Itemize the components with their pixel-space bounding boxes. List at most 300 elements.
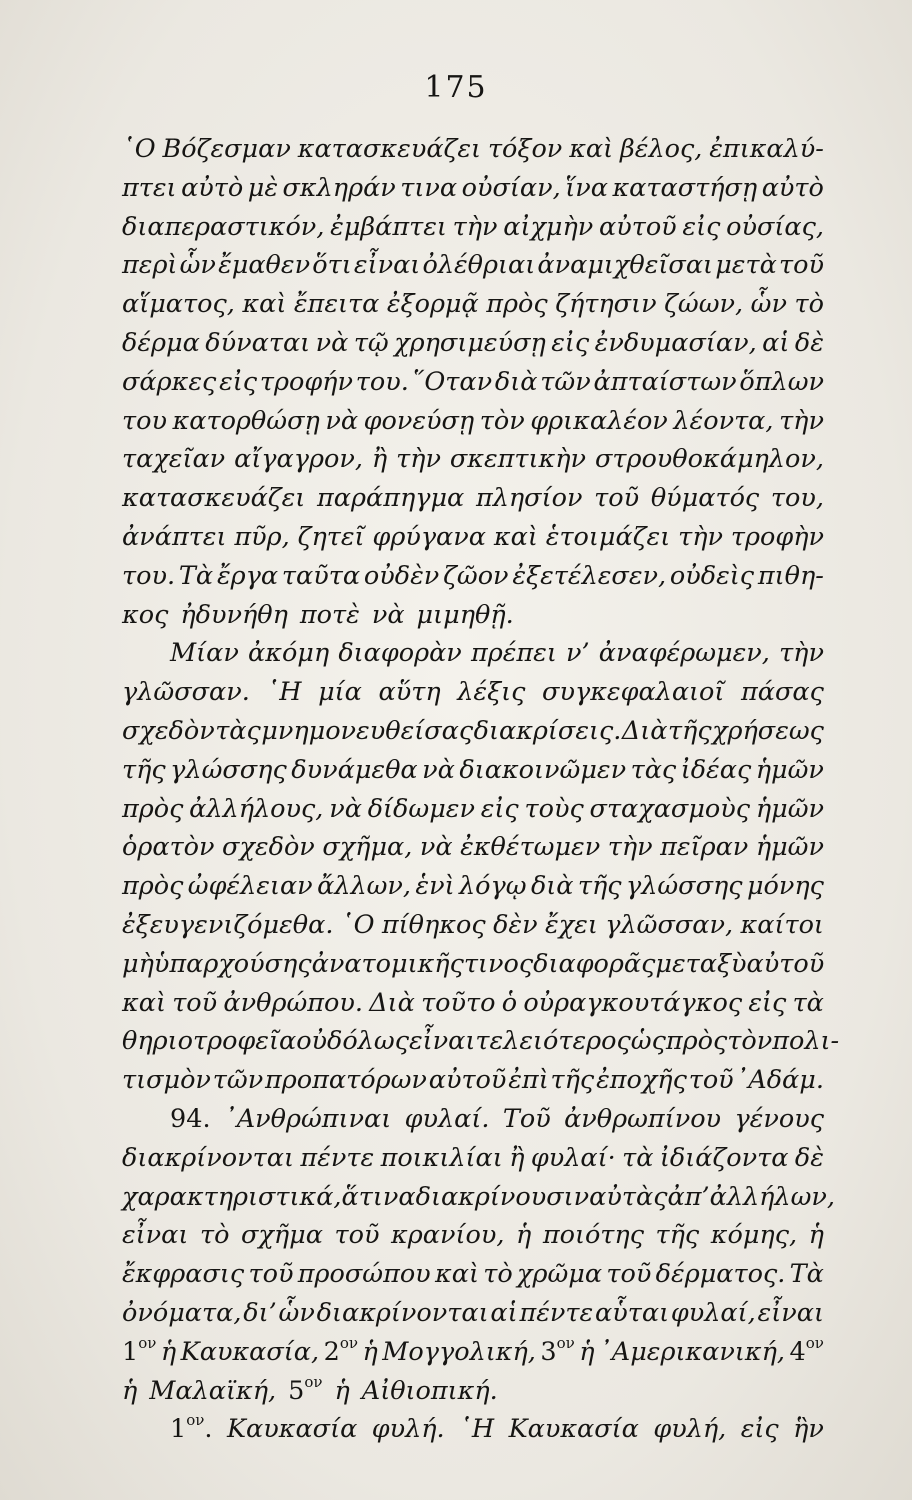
- word: ὀλέθριαι: [422, 250, 536, 281]
- word: τοῦ: [778, 250, 824, 281]
- word: ἰδιάζοντα: [659, 1142, 789, 1173]
- word: πῦρ,: [234, 521, 290, 552]
- word: ῞Οταν: [411, 366, 493, 397]
- word: ποικιλίαι: [380, 1142, 503, 1173]
- word: εἶναι: [122, 1220, 189, 1251]
- text-line: [122, 479, 824, 518]
- word: τὸν: [727, 1026, 773, 1057]
- text-line: [122, 324, 824, 363]
- word: εἰς: [219, 366, 258, 397]
- text-line: [122, 1139, 824, 1178]
- text-line: [122, 1372, 824, 1411]
- word: αἱ: [490, 1297, 518, 1328]
- word: καὶ: [569, 134, 614, 164]
- word: ἔκφρασις: [122, 1259, 245, 1290]
- word: θύματός: [650, 483, 760, 514]
- word: μὴ: [122, 948, 154, 979]
- word: τῆς: [550, 1065, 595, 1096]
- word: τὴν: [678, 521, 723, 552]
- word: τοῦ: [334, 1220, 380, 1251]
- word: τοῦ: [606, 1259, 652, 1290]
- word: κος: [122, 599, 169, 630]
- word: νὰ: [315, 327, 349, 358]
- text-line: [122, 828, 824, 867]
- word: εἰς: [682, 211, 721, 242]
- word: Τὰ: [178, 560, 214, 591]
- word: ἰδέας: [680, 754, 752, 785]
- word: δὲ: [794, 327, 824, 358]
- word: ὠφέλειαν: [187, 871, 313, 902]
- text-line: [122, 673, 824, 712]
- word: εἰς: [480, 793, 519, 824]
- word: Τοῦ: [502, 1103, 551, 1134]
- word: Αἰθιοπική.: [361, 1375, 498, 1406]
- word: αἱ: [762, 327, 790, 358]
- word: ἀναμιχθεῖσαι: [537, 250, 714, 281]
- word: ἔμαθεν: [218, 250, 311, 281]
- word: κρανίου,: [391, 1220, 505, 1251]
- word: σκεπτικὴν: [449, 444, 587, 475]
- word: δύναται: [205, 327, 311, 358]
- word: οὐδόλως: [296, 1026, 409, 1057]
- text-line: [122, 246, 824, 285]
- word: δέρματος.: [655, 1259, 786, 1290]
- word: ῾Ο: [340, 909, 375, 940]
- word: ζήτησιν: [555, 289, 657, 320]
- text-line: [122, 363, 824, 402]
- word: γλώσσης: [625, 871, 743, 902]
- word: Μαλαϊκή,: [149, 1375, 277, 1406]
- word: διὰ: [530, 871, 574, 902]
- word: φυλαί·: [530, 1142, 616, 1173]
- word: χρήσεως: [712, 715, 824, 746]
- word: 94.: [170, 1103, 211, 1134]
- word: Μίαν: [170, 638, 239, 669]
- word: πρὸς: [122, 871, 184, 902]
- word: $1^{o\nu}$.: [170, 1411, 213, 1445]
- word: ἐπὶ: [508, 1065, 549, 1096]
- word: ὅπλων: [739, 366, 824, 397]
- word: μνημονευθείσας: [261, 715, 474, 746]
- word: ἡ: [808, 1220, 824, 1251]
- word: τὴν: [779, 405, 824, 436]
- word: σχεδὸν: [122, 715, 215, 746]
- word: ἣν: [793, 1414, 824, 1445]
- word: $1^{o\nu}$: [122, 1333, 157, 1367]
- text-line: [122, 285, 824, 324]
- word: καὶ: [493, 521, 538, 552]
- word: του: [122, 405, 167, 436]
- word: ἐξευγενιζόμεθα.: [122, 909, 334, 940]
- word: ποτὲ: [299, 599, 360, 630]
- text-line: [122, 557, 824, 596]
- word: τῆς: [667, 715, 712, 746]
- word: ἀνθρωπίνου: [564, 1103, 722, 1134]
- word: ἅτινα: [341, 1181, 416, 1212]
- word: ἔργα: [216, 560, 279, 591]
- word: διακρίνουσιν: [415, 1181, 590, 1212]
- word: νὰ: [422, 754, 455, 785]
- word: ἡμῶν: [755, 832, 824, 863]
- text-line: [122, 751, 824, 790]
- word: λόγῳ: [459, 871, 527, 902]
- word: προπατόρων: [265, 1065, 427, 1096]
- word: ὁρατὸν: [122, 832, 215, 863]
- word: μιμηθῇ.: [416, 599, 514, 630]
- word: οὐσίας,: [726, 211, 824, 242]
- word: $5^{o\nu}$: [288, 1372, 323, 1406]
- text-line: [122, 1100, 824, 1139]
- word: ἢ: [509, 1142, 525, 1173]
- word: φρικαλέον: [530, 405, 668, 436]
- word: $2^{o\nu}$: [323, 1333, 359, 1367]
- word: τῶν: [540, 366, 591, 397]
- word: ζώων,: [664, 289, 744, 320]
- word: νὰ: [419, 832, 453, 863]
- word: ἠδυνήθη: [180, 599, 288, 630]
- text-line: [122, 1255, 824, 1294]
- word: Καυκασία,: [180, 1336, 320, 1367]
- word: πτει: [122, 172, 177, 203]
- text-line: [122, 402, 824, 441]
- word: Βόζεσμαν: [162, 134, 291, 164]
- word: τινα: [400, 172, 458, 203]
- word: τισμὸν: [122, 1065, 211, 1096]
- text-line: [122, 1022, 840, 1061]
- word: ταχεῖαν: [122, 444, 226, 475]
- word: $4^{o\nu}$: [789, 1333, 824, 1367]
- text-line: [122, 440, 824, 479]
- word: ὁ: [501, 987, 518, 1018]
- word: παράπηγμα: [317, 483, 465, 514]
- word: κατασκευάζει: [297, 134, 482, 164]
- word: ὧν: [179, 250, 216, 281]
- word: αὐτοῦ: [746, 948, 825, 979]
- word: δι’: [243, 1297, 277, 1328]
- word: ῾Ο: [122, 134, 156, 164]
- word: τὸ: [483, 1259, 513, 1290]
- word: τὰ: [792, 987, 824, 1018]
- word: βέλος,: [620, 134, 703, 164]
- word: ὡς: [630, 1026, 666, 1057]
- word: ἡ: [516, 1220, 532, 1251]
- word: τὰς: [215, 715, 261, 746]
- word: δὲ: [794, 1142, 824, 1173]
- word: τοῦ: [594, 483, 640, 514]
- word: δυνάμεθα: [291, 754, 418, 785]
- word: ῾Η: [266, 677, 302, 708]
- word: νὰ: [325, 405, 359, 436]
- word: τροφήν: [259, 366, 353, 397]
- word: φυλαί,: [670, 1297, 756, 1328]
- word: καταστήσῃ: [612, 172, 758, 203]
- word: μετὰ: [715, 250, 777, 281]
- word: δὲν: [493, 909, 538, 940]
- word: πρὸς: [665, 1026, 728, 1057]
- word: λέοντα,: [673, 405, 774, 436]
- word: ἢ: [371, 444, 388, 475]
- word: τὸ: [794, 289, 824, 320]
- word: γλῶσσαν.: [122, 677, 250, 708]
- word: τὰς: [630, 754, 677, 785]
- word: διακοινῶμεν: [459, 754, 627, 785]
- text-line: [122, 984, 824, 1023]
- word: εἰς: [551, 327, 590, 358]
- word: ῾Η: [459, 1414, 495, 1445]
- text-line: [122, 1333, 824, 1372]
- word: ἐξορμᾷ: [386, 289, 479, 320]
- word: ζῶον: [443, 560, 509, 591]
- word: πολι-: [772, 1026, 840, 1057]
- word: τῆς: [122, 754, 166, 785]
- word: πιθη-: [757, 560, 824, 591]
- word: διαπεραστικόν,: [122, 211, 325, 242]
- word: τῆς: [577, 871, 622, 902]
- word: τοῦ: [688, 1065, 734, 1096]
- word: αὐτοῦ: [428, 1065, 507, 1096]
- word: τὰ: [622, 1142, 654, 1173]
- word: τόξον: [487, 134, 563, 164]
- text-line: [122, 945, 824, 984]
- word: εἰς: [748, 987, 787, 1018]
- word: πλησίον: [475, 483, 583, 514]
- word: φονεύσῃ: [363, 405, 475, 436]
- text-line: [122, 906, 824, 945]
- word: πρέπει: [470, 638, 557, 669]
- text-line: [122, 1410, 824, 1449]
- word: ἐξετέλεσεν,: [512, 560, 667, 591]
- word: συγκεφαλαιοῖ: [542, 677, 725, 708]
- word: $3^{o\nu}$: [540, 1333, 575, 1367]
- word: προσώπου: [297, 1259, 431, 1290]
- word: αὐτὰς: [589, 1181, 668, 1212]
- word: σταχασμοὺς: [589, 793, 751, 824]
- word: σχῆμα,: [322, 832, 413, 863]
- word: ἀκόμη: [248, 638, 330, 669]
- text-line: [122, 208, 824, 247]
- word: τῷ: [353, 327, 389, 358]
- word: Καυκασία: [226, 1414, 358, 1445]
- word: καίτοι: [740, 909, 824, 940]
- word: δίδωμεν: [367, 793, 475, 824]
- word: φυλαί.: [404, 1103, 490, 1134]
- word: αὐτὸ: [761, 172, 824, 203]
- word: εἶναι: [757, 1297, 824, 1328]
- word: ἐπικαλύ-: [709, 134, 824, 164]
- word: Τὰ: [789, 1259, 824, 1290]
- word: νὰ: [329, 793, 362, 824]
- word: εἰς: [740, 1414, 779, 1445]
- text-line: [122, 1294, 824, 1333]
- word: σχῆμα: [241, 1220, 323, 1251]
- word: ὧν: [750, 289, 787, 320]
- word: γένους: [734, 1103, 824, 1134]
- word: τινος: [463, 948, 534, 979]
- word: ἀναφέρωμεν,: [598, 638, 770, 669]
- word: φυλή.: [371, 1414, 445, 1445]
- word: ἐποχῆς: [596, 1065, 687, 1096]
- text-line: [122, 169, 824, 208]
- word: αἴγαγρον,: [234, 444, 363, 475]
- word: ἄλλων,: [317, 871, 412, 902]
- word: τὴν: [396, 444, 441, 475]
- word: δέρμα: [122, 327, 200, 358]
- word: αἵματος,: [122, 289, 235, 320]
- word: σάρκες: [122, 366, 217, 397]
- word: ἀνατομικῆς: [311, 948, 464, 979]
- word: μὲ: [247, 172, 279, 203]
- word: τὴν: [779, 638, 824, 669]
- word: μόνης: [746, 871, 824, 902]
- word: ἀλλήλων,: [709, 1181, 835, 1212]
- word: πάσας: [741, 677, 824, 708]
- word: ᾿Αμερικανική,: [599, 1336, 785, 1367]
- word: ὑπαρχούσης: [153, 948, 312, 979]
- word: ἡ: [160, 1336, 177, 1367]
- word: ἑτοιμάζει: [545, 521, 671, 552]
- word: αὗται: [595, 1297, 670, 1328]
- word: ὀνόματα,: [122, 1297, 242, 1328]
- word: καὶ: [435, 1259, 479, 1290]
- word: διακρίνονται: [316, 1297, 489, 1328]
- word: ἔπειτα: [293, 289, 380, 320]
- word: ἵνα: [565, 172, 608, 203]
- word: του,: [770, 483, 824, 514]
- word: φρύγανα: [372, 521, 486, 552]
- word: λέξις: [457, 677, 526, 708]
- word: αὐτοῦ: [599, 211, 677, 242]
- word: νὰ: [371, 599, 405, 630]
- text-line: [122, 130, 824, 169]
- word: ἡ: [362, 1336, 378, 1367]
- word: Μογγολική,: [382, 1336, 536, 1367]
- text-line: [122, 790, 824, 829]
- word: ν’: [566, 638, 590, 669]
- word: ἑνὶ: [415, 871, 455, 902]
- text-line: [122, 867, 824, 906]
- word: τοὺς: [524, 793, 584, 824]
- word: θηριοτροφεῖα: [122, 1026, 297, 1057]
- page-number: 175: [424, 70, 488, 105]
- text-line: [122, 1216, 824, 1255]
- word: του.: [122, 560, 176, 591]
- word: τὸ: [199, 1220, 230, 1251]
- word: ἀλλήλους,: [189, 793, 324, 824]
- word: ζητεῖ: [297, 521, 365, 552]
- word: καὶ: [242, 289, 287, 320]
- word: γλῶσσαν,: [605, 909, 734, 940]
- word: ἡ: [579, 1336, 595, 1367]
- text-line: [122, 1178, 835, 1217]
- text-line: [122, 634, 824, 673]
- word: τοῦτο: [421, 987, 496, 1018]
- word: στρουθοκάμηλον,: [594, 444, 824, 475]
- word: χρησιμεύσῃ: [394, 327, 546, 358]
- word: μεταξὺ: [655, 948, 747, 979]
- word: ὅτι: [312, 250, 352, 281]
- word: χρῶμα: [517, 1259, 603, 1290]
- word: τροφὴν: [730, 521, 824, 552]
- body-text: [122, 130, 840, 1449]
- word: ἡμῶν: [755, 754, 824, 785]
- word: ποιότης: [542, 1220, 644, 1251]
- word: κατασκευάζει: [122, 483, 306, 514]
- word: ἔχει: [545, 909, 598, 940]
- word: ταῦτα: [281, 560, 361, 591]
- word: οὐδεὶς: [669, 560, 755, 591]
- word: ἀνάπτει: [122, 521, 227, 552]
- word: αἰχμὴν: [503, 211, 594, 242]
- word: περὶ: [122, 250, 178, 281]
- word: διακρίσεις.: [473, 715, 622, 746]
- word: πέντε: [300, 1142, 375, 1173]
- word: σκληράν: [282, 172, 396, 203]
- word: οὐσίαν,: [461, 172, 561, 203]
- word: διαφορὰν: [338, 638, 462, 669]
- word: πρὸς: [486, 289, 548, 320]
- word: φυλή,: [653, 1414, 727, 1445]
- word: ἐνδυμασίαν,: [594, 327, 757, 358]
- word: τελειότερος: [475, 1026, 631, 1057]
- word: του.: [355, 366, 409, 397]
- word: ἀπταίστων: [593, 366, 737, 397]
- word: οὐραγκουτάγκος: [523, 987, 743, 1018]
- word: αὐτὸ: [181, 172, 244, 203]
- word: ὧν: [278, 1297, 315, 1328]
- word: ᾿Αδάμ.: [735, 1065, 824, 1096]
- word: τὴν: [607, 832, 653, 863]
- word: εἶναι: [408, 1026, 476, 1057]
- word: πρὸς: [122, 793, 184, 824]
- word: διὰ: [494, 366, 538, 397]
- word: ἡ: [334, 1375, 350, 1406]
- word: διακρίνονται: [122, 1142, 294, 1173]
- word: χαρακτηριστικά,: [122, 1181, 342, 1212]
- word: τῆς: [655, 1220, 700, 1251]
- text-line: [122, 712, 824, 751]
- text-line: [122, 1061, 824, 1100]
- word: ἡμῶν: [755, 793, 824, 824]
- text-line: [122, 518, 824, 557]
- word: ἐκθέτωμεν: [460, 832, 601, 863]
- word: Διὰ: [369, 987, 415, 1018]
- word: τοῦ: [172, 987, 218, 1018]
- word: μία: [318, 677, 362, 708]
- word: ἀπ’: [667, 1181, 710, 1212]
- word: ἐμβάπτει: [330, 211, 447, 242]
- word: διαφορᾶς: [533, 948, 656, 979]
- word: πέντε: [519, 1297, 594, 1328]
- word: ἀνθρώπου.: [223, 987, 363, 1018]
- word: ᾿Ανθρώπιναι: [223, 1103, 392, 1134]
- word: Διὰ: [621, 715, 668, 746]
- word: Καυκασία: [508, 1414, 639, 1445]
- word: ἡ: [122, 1375, 138, 1406]
- word: κόμης,: [710, 1220, 798, 1251]
- word: οὐδὲν: [363, 560, 440, 591]
- word: τῶν: [212, 1065, 264, 1096]
- word: καὶ: [122, 987, 166, 1018]
- word: πίθηκος: [381, 909, 486, 940]
- word: εἶναι: [353, 250, 421, 281]
- word: πεῖραν: [660, 832, 749, 863]
- text-line: [122, 596, 824, 635]
- word: κατορθώσῃ: [172, 405, 320, 436]
- word: γλώσσης: [170, 754, 287, 785]
- word: σχεδὸν: [222, 832, 315, 863]
- word: τὴν: [452, 211, 498, 242]
- word: τοῦ: [248, 1259, 294, 1290]
